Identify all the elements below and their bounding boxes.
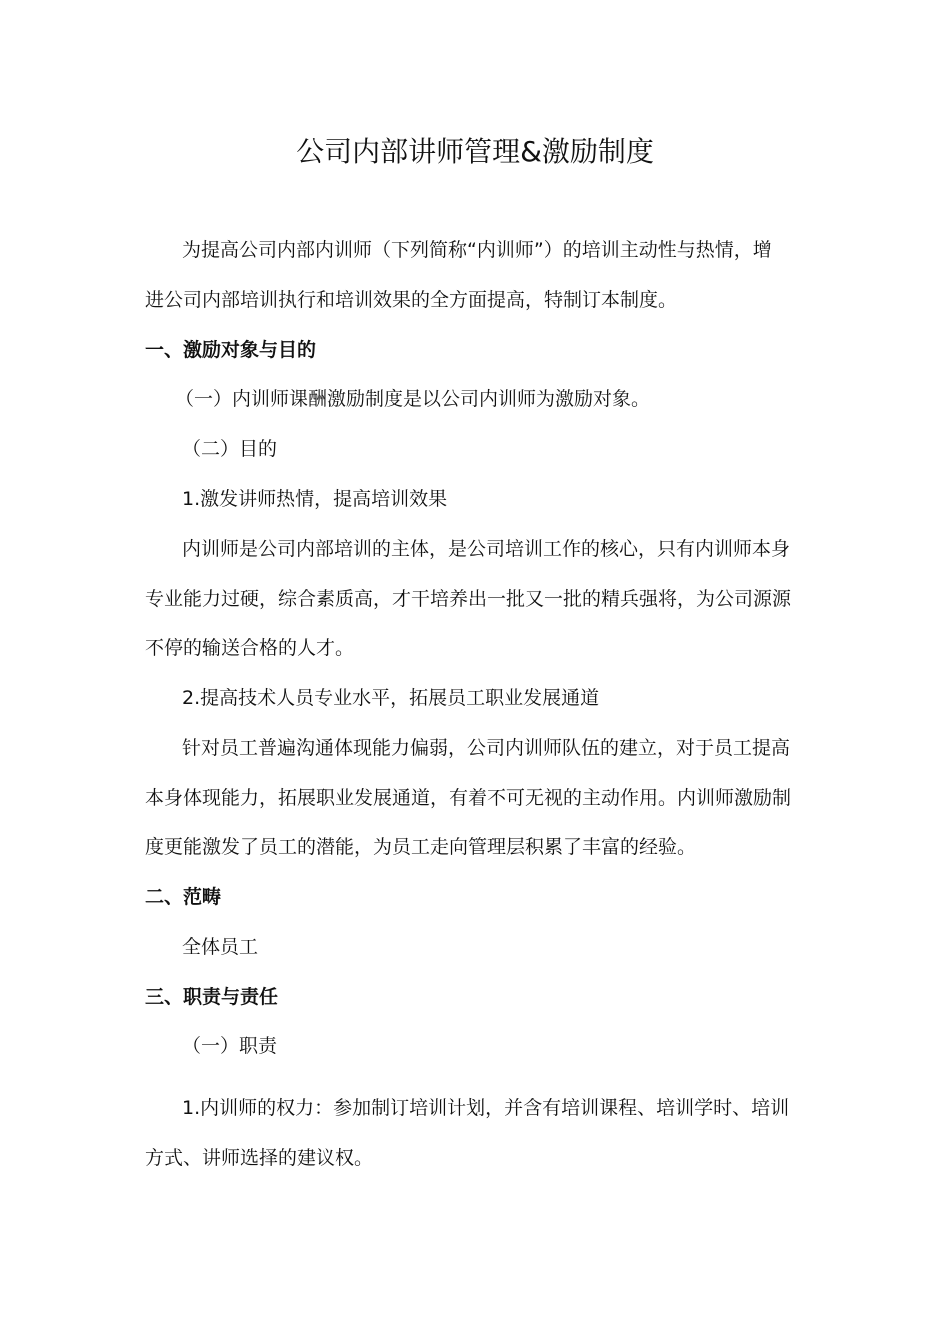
item-2-heading: 2.提高技术人员专业水平，拓展员工职业发展通道 [182,687,600,709]
item-1-paragraph-line-1: 内训师是公司内部培训的主体，是公司培训工作的核心，只有内训师本身 [182,538,791,560]
section-heading-1: 一、激励对象与目的 [145,339,317,361]
section-heading-3: 三、职责与责任 [145,986,279,1008]
item-1-paragraph-line-3: 不停的输送合格的人才。 [145,637,355,659]
item-2-paragraph-line-2: 本身体现能力，拓展职业发展通道，有着不可无视的主动作用。内训师激励制 [145,787,792,809]
section-2-content: 全体员工 [182,936,259,958]
item-1-paragraph-line-2: 专业能力过硬，综合素质高，才干培养出一批又一批的精兵强将，为公司源源 [145,588,792,610]
item-3-1-paragraph-line-1: 1.内训师的权力：参加制订培训计划，并含有培训课程、培训学时、培训 [182,1097,790,1119]
item-3-1-paragraph-line-2: 方式、讲师选择的建议权。 [145,1147,374,1169]
intro-paragraph-line-1: 为提高公司内部内训师（下列简称“内训师”）的培训主动性与热情，增 [182,239,772,261]
item-1-heading: 1.激发讲师热情，提高培训效果 [182,488,448,510]
subsection-1-1: （一）内训师课酬激励制度是以公司内训师为激励对象。 [175,388,651,410]
subsection-3-1: （一）职责 [182,1035,278,1057]
item-2-paragraph-line-3: 度更能激发了员工的潜能，为员工走向管理层积累了丰富的经验。 [145,836,697,858]
section-heading-2: 二、范畴 [145,886,222,908]
item-2-paragraph-line-1: 针对员工普遍沟通体现能力偏弱，公司内训师队伍的建立，对于员工提高 [182,737,791,759]
subsection-1-2: （二）目的 [182,438,278,460]
document-title: 公司内部讲师管理&激励制度 [296,135,654,168]
intro-paragraph-line-2: 进公司内部培训执行和培训效果的全方面提高，特制订本制度。 [145,289,678,311]
